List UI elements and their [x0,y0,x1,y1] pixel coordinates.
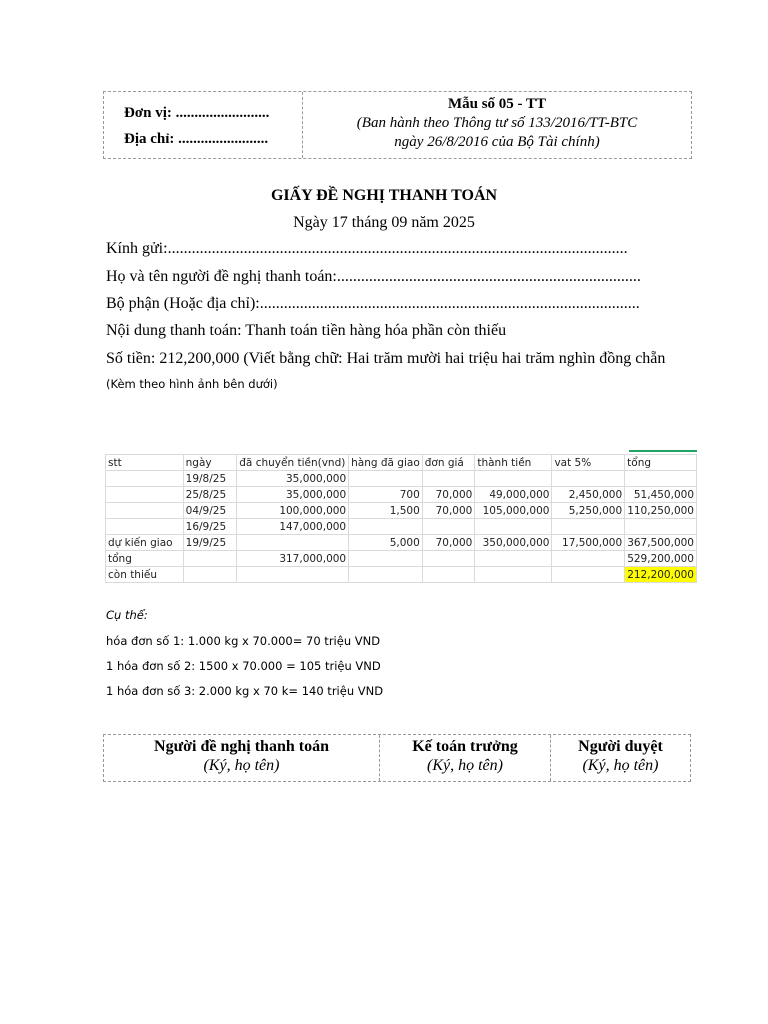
signature-instruction: (Ký, họ tên) [203,757,280,774]
table-cell: 17,500,000 [552,535,625,551]
table-row [106,471,697,487]
attachment-note: (Kèm theo hình ảnh bên dưới) [106,377,278,391]
table-row [106,551,697,567]
table-cell: 5,000 [349,535,423,551]
table-cell [475,471,552,487]
table-row [106,535,697,551]
signature-chief-accountant [379,735,550,781]
table-cell [106,519,184,535]
form-number: Mẫu số 05 - TT [447,96,547,112]
table-cell: 5,250,000 [552,503,625,519]
invoice-detail-2: 1 hóa đơn số 2: 1500 x 70.000 = 105 triệu VND [106,659,381,673]
table-cell: tổng [106,551,184,567]
table-header-cell: stt [106,455,184,471]
table-cell: 35,000,000 [237,471,349,487]
signature-box [103,734,691,782]
table-cell: 700 [349,487,423,503]
table-cell: 70,000 [422,535,475,551]
table-header-cell: tổng [625,455,697,471]
table-cell: 350,000,000 [475,535,552,551]
table-cell [349,567,423,583]
signature-role: Người đề nghị thanh toán [154,738,329,755]
table-row [106,503,697,519]
details-heading: Cụ thể: [106,608,148,622]
table-cell: 70,000 [422,487,475,503]
document-title: GIẤY ĐỀ NGHỊ THANH TOÁN [270,187,498,204]
table-cell: còn thiếu [106,567,184,583]
table-cell: 35,000,000 [237,487,349,503]
invoice-detail-1: hóa đơn số 1: 1.000 kg x 70.000= 70 triệu VND [106,634,381,648]
table-cell: 212,200,000 [625,567,697,583]
table-cell [349,471,423,487]
table-cell [552,567,625,583]
table-cell: 367,500,000 [625,535,697,551]
document-date: Ngày 17 tháng 09 năm 2025 [293,214,475,231]
table-header-cell: thành tiền [475,455,552,471]
table-cell: 110,250,000 [625,503,697,519]
table-cell [422,551,475,567]
table-header-cell: ngày [183,455,237,471]
table-cell [237,567,349,583]
table-cell: 2,450,000 [552,487,625,503]
table-cell: 100,000,000 [237,503,349,519]
table-cell: 105,000,000 [475,503,552,519]
table-cell [106,471,184,487]
table-cell [183,551,237,567]
table-cell [625,519,697,535]
signature-instruction: (Ký, họ tên) [582,757,659,774]
issued-by-line-2: ngày 26/8/2016 của Bộ Tài chính) [394,134,600,150]
issued-by-line-1: (Ban hành theo Thông tư số 133/2016/TT-BTC [356,115,638,131]
requester-line: Họ và tên người đề nghị thanh toán:............................................................................ [106,268,641,285]
table-header-cell: đã chuyển tiền(vnd) [237,455,349,471]
table-cell: 16/9/25 [183,519,237,535]
table-cell [475,551,552,567]
department-line: Bộ phận (Hoặc địa chỉ):............................................................................................... [106,295,640,312]
form-reference [303,92,691,158]
table-cell: 529,200,000 [625,551,697,567]
table-cell [422,519,475,535]
signature-instruction: (Ký, họ tên) [427,757,503,774]
organization-info [104,92,303,158]
table-header-cell: đơn giá [422,455,475,471]
payment-table [105,454,697,583]
table-cell: 70,000 [422,503,475,519]
table-cell: 19/9/25 [183,535,237,551]
signature-approver [550,735,690,781]
table-cell [475,567,552,583]
table-cell: 19/8/25 [183,471,237,487]
table-row [106,487,697,503]
table-cell [552,519,625,535]
unit-field: Đơn vị: ......................... [124,105,270,121]
table-cell: dự kiến giao [106,535,184,551]
table-cell [552,551,625,567]
table-cell: 147,000,000 [237,519,349,535]
table-cell [552,471,625,487]
invoice-detail-3: 1 hóa đơn số 3: 2.000 kg x 70 k= 140 triệu VND [106,684,384,698]
signature-requester [104,735,379,781]
table-row [106,519,697,535]
table-cell: 04/9/25 [183,503,237,519]
table-cell [475,519,552,535]
recipient-line: Kính gửi:................................................................................................................... [106,240,628,257]
table-row [106,567,697,583]
table-cell [422,567,475,583]
table-cell [106,503,184,519]
signature-role: Người duyệt [578,738,663,755]
payment-content-line: Nội dung thanh toán: Thanh toán tiền hàng hóa phần còn thiếu [106,322,507,339]
table-cell: 317,000,000 [237,551,349,567]
table-cell [106,487,184,503]
table-header-row [106,455,697,471]
table-cell [237,535,349,551]
table-header-cell: vat 5% [552,455,625,471]
amount-line: Số tiền: 212,200,000 (Viết bằng chữ: Hai trăm mười hai triệu hai trăm nghìn đồng chẵn [106,350,666,367]
signature-role: Kế toán trưởng [412,738,518,755]
table-cell: 25/8/25 [183,487,237,503]
selected-column-indicator [629,450,697,452]
table-cell [349,551,423,567]
table-header-cell: hàng đã giao [349,455,423,471]
table-cell [183,567,237,583]
table-cell: 1,500 [349,503,423,519]
table-cell [625,471,697,487]
table-cell [349,519,423,535]
address-field: Địa chỉ: ........................ [124,131,269,147]
table-cell: 49,000,000 [475,487,552,503]
spreadsheet-image [105,450,697,600]
form-header-box [103,91,692,159]
table-cell [422,471,475,487]
table-cell: 51,450,000 [625,487,697,503]
